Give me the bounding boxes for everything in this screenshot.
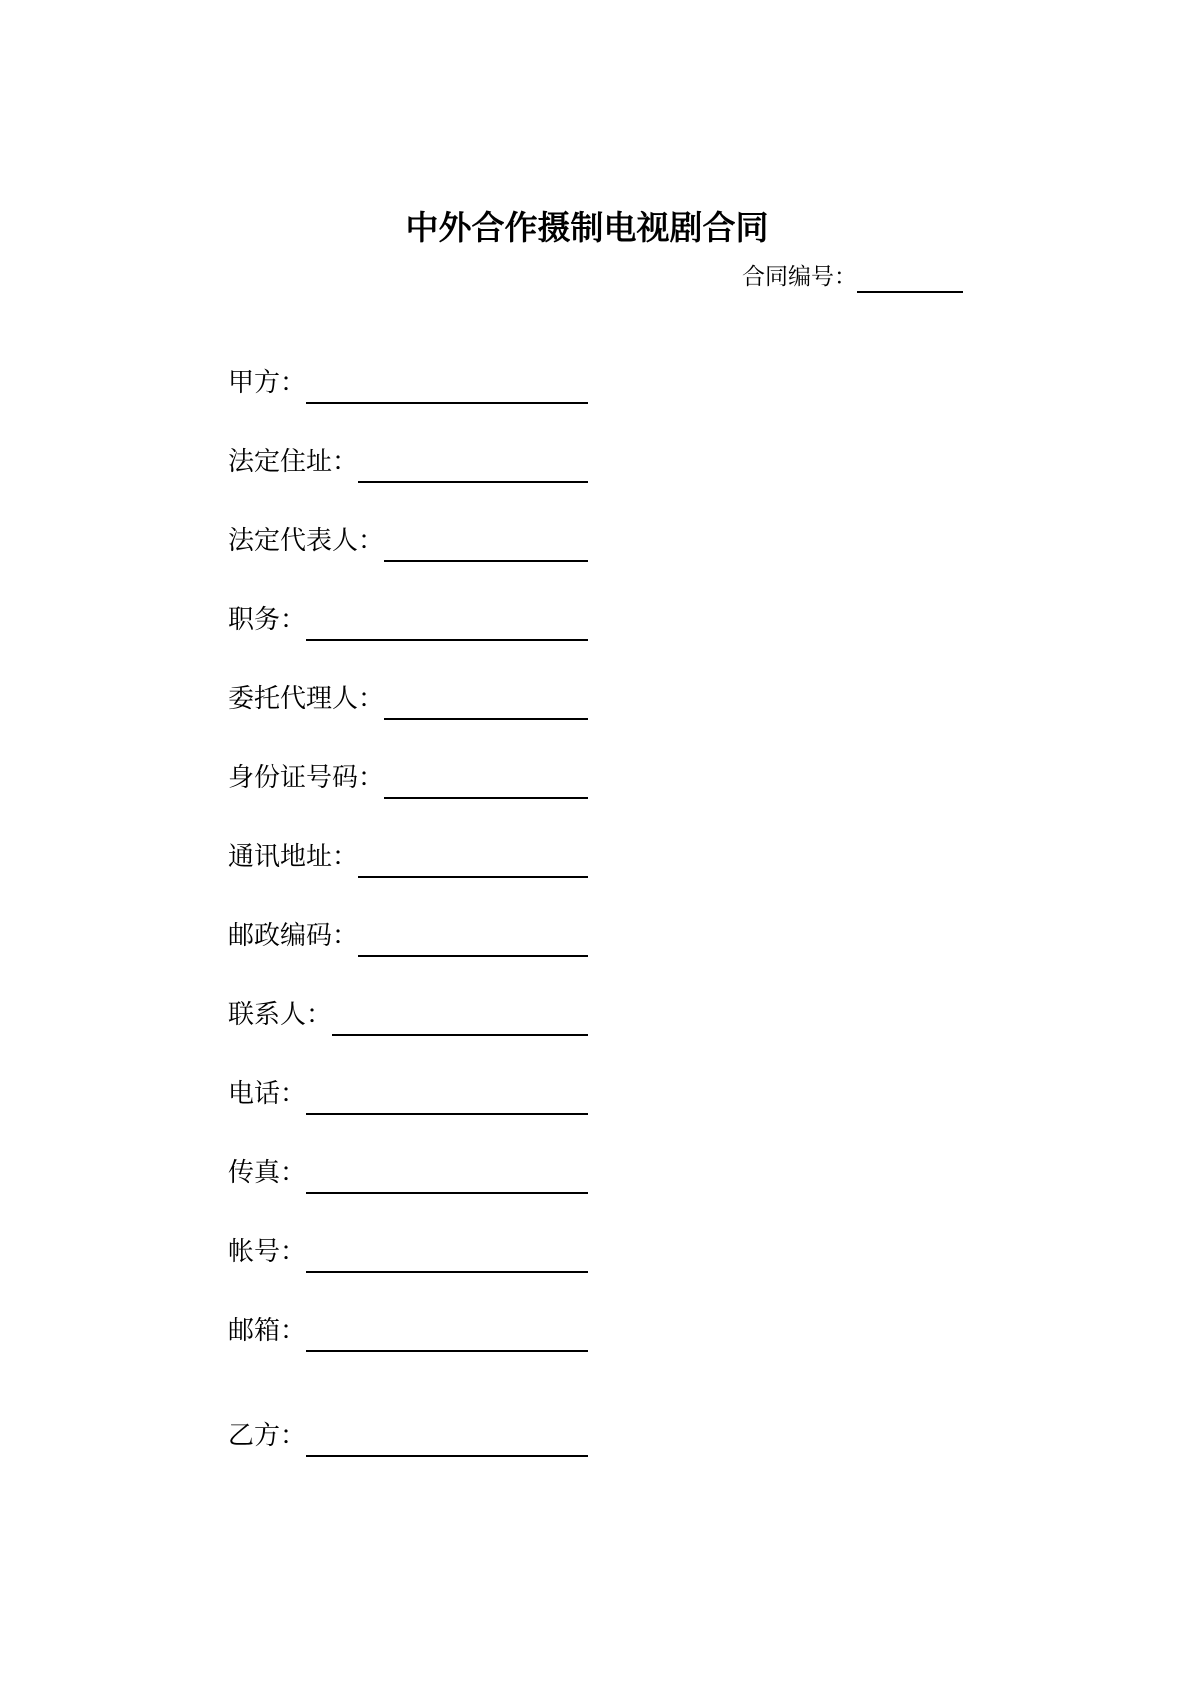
field-label: 帐号： (228, 1236, 307, 1266)
blank-line[interactable] (306, 402, 588, 404)
field-row (228, 368, 588, 447)
field-row (228, 1237, 588, 1316)
blank-line[interactable] (332, 1034, 588, 1036)
blank-line[interactable] (358, 481, 588, 483)
blank-line[interactable] (306, 639, 588, 641)
contract-number-row (742, 263, 963, 293)
field-row (228, 526, 588, 605)
field-label: 甲方： (228, 367, 307, 397)
field-label: 委托代理人： (228, 683, 385, 713)
field-label: 法定住址： (228, 446, 359, 476)
blank-line[interactable] (384, 718, 588, 720)
contract-number-label: 合同编号： (742, 263, 857, 289)
blank-line[interactable] (384, 797, 588, 799)
blank-line[interactable] (306, 1455, 588, 1457)
field-label: 身份证号码： (228, 762, 385, 792)
field-row (228, 1316, 588, 1395)
blank-line[interactable] (358, 955, 588, 957)
field-label: 通讯地址： (228, 841, 359, 871)
field-row (228, 763, 588, 842)
field-row (228, 921, 588, 1000)
field-row (228, 605, 588, 684)
fields-list (228, 368, 588, 1500)
field-row (228, 1000, 588, 1079)
contract-number-blank-line[interactable] (857, 291, 963, 293)
field-label: 电话： (228, 1078, 307, 1108)
blank-line[interactable] (384, 560, 588, 562)
field-label: 法定代表人： (228, 525, 385, 555)
blank-line[interactable] (306, 1192, 588, 1194)
blank-line[interactable] (306, 1350, 588, 1352)
field-label: 联系人： (228, 999, 333, 1029)
field-label: 邮政编码： (228, 920, 359, 950)
field-row (228, 1421, 588, 1500)
field-row (228, 447, 588, 526)
blank-line[interactable] (358, 876, 588, 878)
field-label: 传真： (228, 1157, 307, 1187)
field-row (228, 684, 588, 763)
field-label: 邮箱： (228, 1315, 307, 1345)
field-label: 职务： (228, 604, 307, 634)
field-label: 乙方： (228, 1420, 307, 1450)
blank-line[interactable] (306, 1271, 588, 1273)
field-row (228, 1158, 588, 1237)
field-row (228, 842, 588, 921)
field-row (228, 1079, 588, 1158)
page-title: 中外合作摄制电视剧合同 (405, 209, 769, 247)
blank-line[interactable] (306, 1113, 588, 1115)
